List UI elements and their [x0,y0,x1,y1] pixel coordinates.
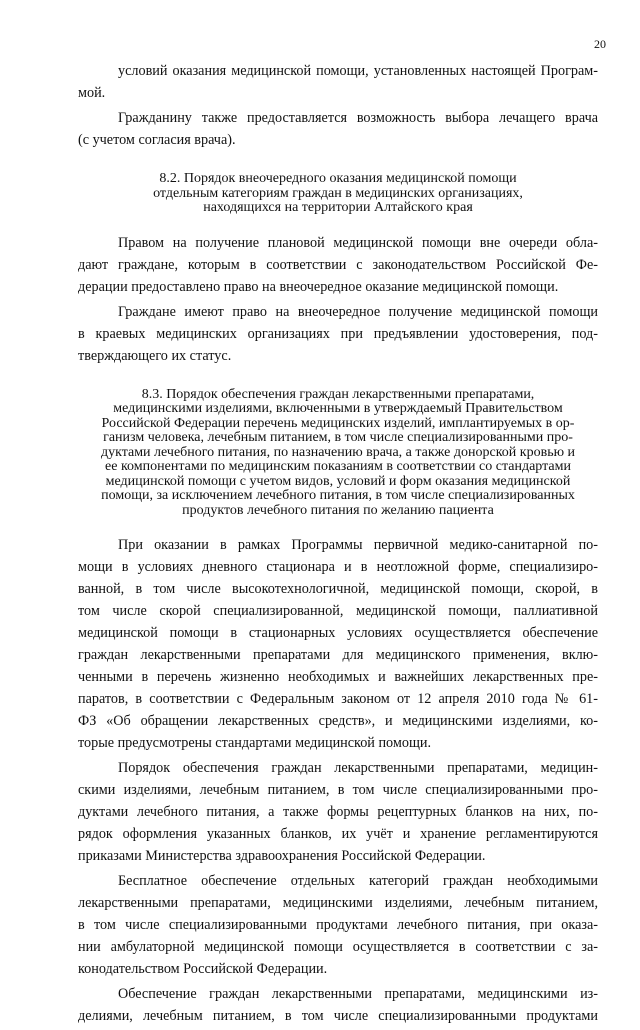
text-line: мощи в условиях дневного стационара и в неотложной форме, специализиро- [78,559,598,575]
text-line: торые предусмотрены стандартами медицинской помощи. [78,735,432,751]
text-line: Гражданину также предоставляется возможность выбора лечащего врача [118,110,598,126]
text-line: граждан лекарственными препаратами для медицинского применения, вклю- [78,647,598,663]
document-body [78,60,598,1030]
text-line: дуктами лечебного питания, а также формы рецептурных бланков на них, по- [78,804,598,820]
text-line: конодательством Российской Федерации. [78,961,328,977]
heading-line: ее компонентами по медицинским показаниям в соответствии со стандартами [105,459,571,474]
text-line: в том числе специализированными продуктами лечебного питания, при оказа- [78,917,598,933]
text-line: нии амбулаторной медицинской помощи осуществляется в соответствии с за- [78,939,598,955]
text-line: ванной, в том числе высокотехнологичной, медицинской помощи, скорой, в [78,581,598,597]
text-line: Правом на получение плановой медицинской помощи вне очереди обла- [118,234,598,251]
heading-line: 8.3. Порядок обеспечения граждан лекарственными препаратами, [141,386,535,402]
paragraph [78,107,598,154]
heading-line: помощи, за исключением лечебного питания, в том числе специализированных [101,488,575,503]
section-heading [78,388,598,519]
paragraph [78,232,598,301]
heading-line: 8.2. Порядок внеочередного оказания медицинской помощи [159,171,517,186]
text-line: Бесплатное обеспечение отдельных категорий граждан необходимыми [118,873,598,889]
paragraph [78,870,598,983]
paragraph [78,301,598,370]
text-line: рядок оформления указанных бланков, их учёт и хранение регламентируются [78,826,598,842]
text-line: делиями, лечебным питанием, в том числе специализированными продуктами [78,1008,598,1024]
text-line: приказами Министерства здравоохранения Российской Федерации. [78,848,486,864]
text-line: дерации предоставлено право на внеочередное оказание медицинской помощи. [78,278,559,295]
heading-line: дуктами лечебного питания, по назначению врача, а также донорской кровью и [100,444,576,460]
text-line: При оказании в рамках Программы первичной медико-санитарной по- [118,537,598,553]
heading-line: медицинскими изделиями, включенными в утверждаемый Правительством [113,401,563,416]
text-line: в краевых медицинских организациях при предъявлении удостоверения, под- [78,325,598,342]
text-line: мой. [78,85,106,101]
heading-line: находящихся на территории Алтайского края [203,200,473,215]
heading-line: отдельным категориям граждан в медицинских организациях, [153,185,523,201]
text-line: дают граждане, которым в соответствии с законодательством Российской Фе- [78,256,598,273]
paragraph [78,534,598,757]
text-line: лекарственными препаратами, медицинскими изделиями, лечебным питанием, [78,895,598,911]
heading-line: продуктов лечебного питания по желанию пациента [182,502,494,518]
text-line: Порядок обеспечения граждан лекарственными препаратами, медицин- [118,760,598,776]
paragraph [78,757,598,870]
text-line: скими изделиями, лечебным питанием, в том числе специализированными про- [78,782,598,798]
paragraph [78,60,598,107]
text-line: (с учетом согласия врача). [78,132,236,148]
text-line: Обеспечение граждан лекарственными препаратами, медицинскими из- [118,986,598,1002]
heading-line: медицинской помощи с учетом видов, условий и форм оказания медицинской [105,473,571,489]
page-number: 20 [594,37,606,51]
text-line: медицинской помощи в стационарных условиях осуществляется обеспечение [78,625,598,641]
section-heading [78,172,598,216]
text-line: Граждане имеют право на внеочередное получение медицинской помощи [118,303,598,320]
text-line: паратов, в соответствии с Федеральным законом от 12 апреля 2010 года № 61- [78,691,598,707]
text-line: том числе скорой специализированной, медицинской помощи, паллиативной [78,603,598,619]
text-line: тверждающего их статус. [78,347,232,364]
text-line: ФЗ «Об обращении лекарственных средств», и медицинскими изделиями, ко- [78,713,598,729]
heading-line: Российской Федерации перечень медицинских изделий, имплантируемых в ор- [101,415,575,431]
paragraph [78,983,598,1030]
text-line: условий оказания медицинской помощи, установленных настоящей Програм- [118,63,598,79]
text-line: ченными в перечень жизненно необходимых и важнейших лекарственных пре- [78,669,598,685]
heading-line: ганизм человека, лечебным питанием, в том числе специализированными про- [103,430,573,445]
